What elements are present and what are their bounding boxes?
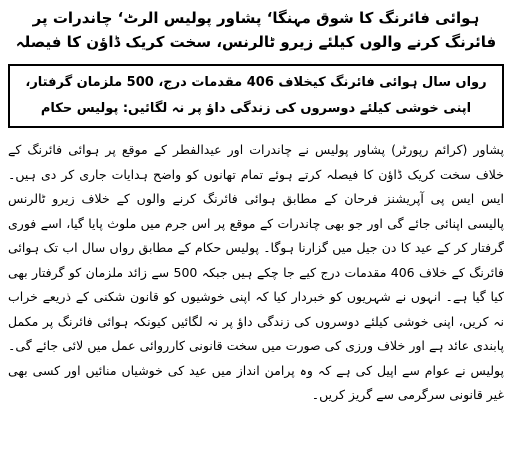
article-headline: ہوائی فائرنگ کا شوق مہنگا‘ پشاور پولیس الرٹ‘ چاندرات پر فائرنگ کرنے والوں کیلئے زیرو ٹالرنس، سخت کریک ڈاؤن کا فیصلہ [15,9,497,51]
article-body: پشاور (کرائم رپورٹر) پشاور پولیس نے چاندرات اور عیدالفطر کے موقع پر ہوائی فائرنگ کے خلاف سخت کریک ڈاؤن کا فیصلہ کرتے ہوئے تمام تھانوں کو واضح ہدایات جاری کر دی ہیں۔ ایس ایس پی آپریشنز فرحان کے مطابق ہوائی فائرنگ کرنے والوں کے خلاف زیرو ٹالرنس پالیسی اپنائی جائے گی اور جو بھی چاندرات کے موقع پر اس جرم میں ملوث پایا گیا، اسے فوری گرفتار کر کے عید کا دن جیل میں گزارنا ہوگا۔ پولیس حکام کے مطابق رواں سال اب تک ہوائی فائرنگ کے خلاف 406 مقدمات درج کیے جا چکے ہیں جبکہ 500 سے زائد ملزمان کو گرفتار بھی کیا گیا ہے۔ انہوں نے شہریوں کو خبردار کیا کہ اپنی خوشیوں کو قانون شکنی کے ذریعے خراب نہ کریں، اپنی خوشی کیلئے دوسروں کی زندگی داؤ پر نہ لگائیں کیونکہ ہوائی فائرنگ پر مکمل پابندی عائد ہے اور خلاف ورزی کی صورت میں سخت قانونی کارروائی عمل میں لائی جائے گی۔ پولیس نے عوام سے اپیل کی ہے کہ وہ پرامن انداز میں عید کی خوشیاں منائیں اور کسی بھی غیر قانونی سرگرمی سے گریز کریں۔ [8,142,504,402]
subheadline-box [8,64,504,128]
article-subheadline: رواں سال ہوائی فائرنگ کیخلاف 406 مقدمات درج، 500 ملزمان گرفتار، اپنی خوشی کیلئے دوسروں کی زندگی داؤ پر نہ لگائیں: پولیس حکام [25,75,487,116]
